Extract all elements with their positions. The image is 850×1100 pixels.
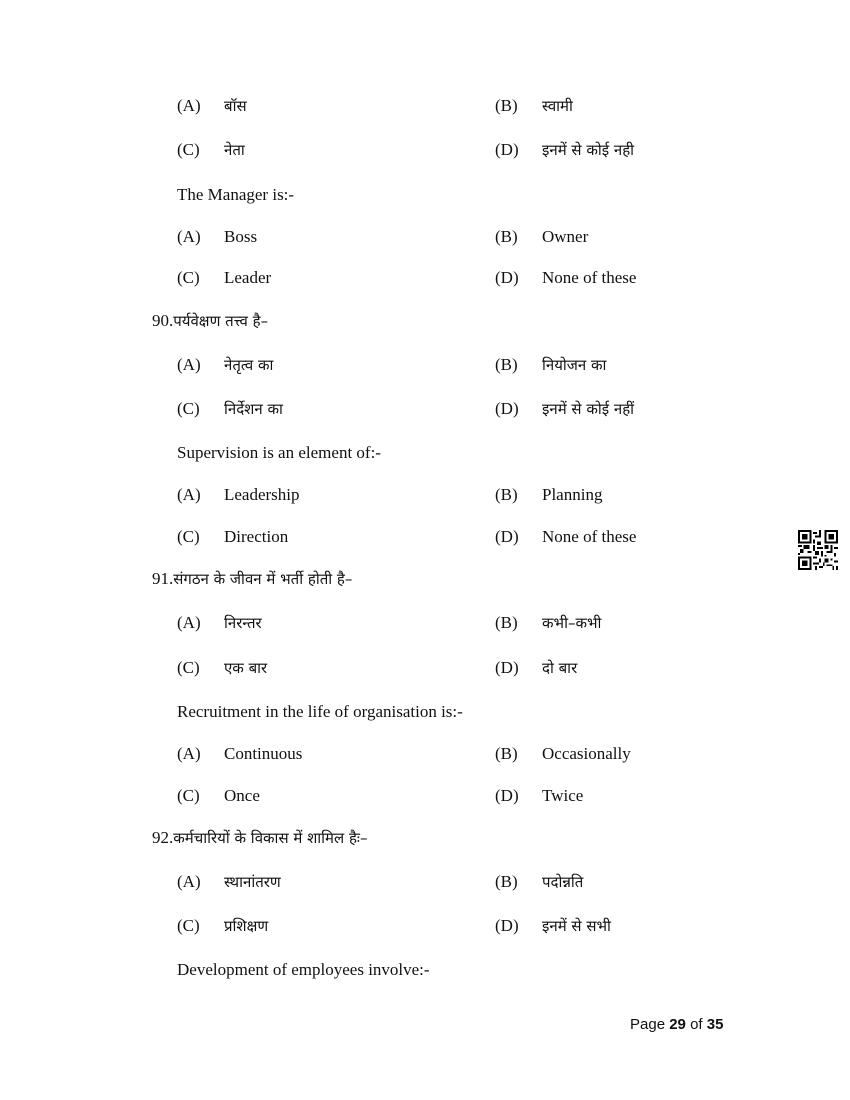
q91-hi-option-c: एक बार: [224, 659, 268, 677]
q89-en-question: The Manager is:-: [177, 185, 295, 204]
q92-en-question: Development of employees involve:-: [177, 960, 430, 979]
q91-en-option-d: Twice: [542, 786, 584, 805]
option-label-d: (D): [495, 786, 519, 805]
q91-number: 91.: [152, 569, 174, 588]
q92-hi-option-c: प्रशिक्षण: [224, 917, 269, 935]
option-label-c: (C): [177, 268, 200, 287]
option-label-b: (B): [495, 227, 518, 246]
q90-hi-option-a: नेतृत्व का: [224, 356, 274, 374]
of-word: of: [690, 1016, 703, 1033]
q90-hi-option-c: निर्देशन का: [224, 400, 283, 418]
option-label-a: (A): [177, 96, 201, 115]
option-label-b: (B): [495, 613, 518, 632]
option-label-b: (B): [495, 872, 518, 891]
qr-code-icon: [798, 530, 838, 570]
q92-hi-question-line: [152, 828, 367, 848]
option-label-b: (B): [495, 355, 518, 374]
page-word: Page: [630, 1016, 666, 1033]
option-label-a: (A): [177, 744, 201, 763]
option-label-a: (A): [177, 355, 201, 374]
page-footer: [630, 1016, 723, 1033]
option-label-d: (D): [495, 140, 519, 159]
option-label-a: (A): [177, 227, 201, 246]
option-label-d: (D): [495, 658, 519, 677]
q92-hi-question: कर्मचारियों के विकास में शामिल हैः–: [173, 829, 368, 847]
q92-number: 92.: [152, 828, 174, 847]
option-label-a: (A): [177, 613, 201, 632]
q91-en-option-a: Continuous: [224, 744, 303, 763]
q89-hi-option-b: स्वामी: [542, 97, 573, 115]
option-label-b: (B): [495, 485, 518, 504]
option-label-a: (A): [177, 872, 201, 891]
q89-en-option-d: None of these: [542, 268, 637, 287]
option-label-c: (C): [177, 916, 200, 935]
q90-hi-question: पर्यवेक्षण तत्त्व है–: [173, 312, 269, 330]
option-label-c: (C): [177, 658, 200, 677]
q89-en-option-c: Leader: [224, 268, 272, 287]
q89-en-option-b: Owner: [542, 227, 589, 246]
q91-hi-option-b: कभी–कभी: [542, 614, 602, 632]
option-label-b: (B): [495, 744, 518, 763]
q90-en-option-c: Direction: [224, 527, 289, 546]
option-label-d: (D): [495, 268, 519, 287]
option-label-c: (C): [177, 786, 200, 805]
option-label-d: (D): [495, 916, 519, 935]
q89-hi-option-d: इनमें से कोई नही: [542, 141, 635, 159]
q91-en-option-c: Once: [224, 786, 260, 805]
q89-hi-option-c: नेता: [224, 141, 245, 159]
q90-hi-question-line: [152, 311, 268, 331]
option-label-b: (B): [495, 96, 518, 115]
option-label-d: (D): [495, 399, 519, 418]
q90-hi-option-b: नियोजन का: [542, 356, 607, 374]
q91-hi-option-d: दो बार: [542, 659, 578, 677]
q91-en-question: Recruitment in the life of organisation is:-: [177, 702, 463, 721]
q89-hi-option-a: बॉस: [224, 97, 247, 115]
option-label-c: (C): [177, 140, 200, 159]
option-label-d: (D): [495, 527, 519, 546]
q91-en-option-b: Occasionally: [542, 744, 631, 763]
q90-hi-option-d: इनमें से कोई नहीं: [542, 400, 635, 418]
q92-hi-option-b: पदोन्नति: [542, 873, 584, 891]
q92-hi-option-a: स्थानांतरण: [224, 873, 281, 891]
q91-hi-question: संगठन के जीवन में भर्ती होती है–: [173, 570, 353, 588]
q92-hi-option-d: इनमें से सभी: [542, 917, 611, 935]
q90-en-option-b: Planning: [542, 485, 603, 504]
q90-en-question: Supervision is an element of:-: [177, 443, 381, 462]
q90-en-option-d: None of these: [542, 527, 637, 546]
q91-hi-question-line: [152, 569, 352, 589]
option-label-c: (C): [177, 399, 200, 418]
total-pages-number: 35: [706, 1016, 724, 1033]
q90-number: 90.: [152, 311, 174, 330]
q89-en-option-a: Boss: [224, 227, 258, 246]
option-label-a: (A): [177, 485, 201, 504]
q90-en-option-a: Leadership: [224, 485, 300, 504]
q91-hi-option-a: निरन्तर: [224, 614, 262, 632]
current-page-number: 29: [669, 1016, 686, 1033]
option-label-c: (C): [177, 527, 200, 546]
